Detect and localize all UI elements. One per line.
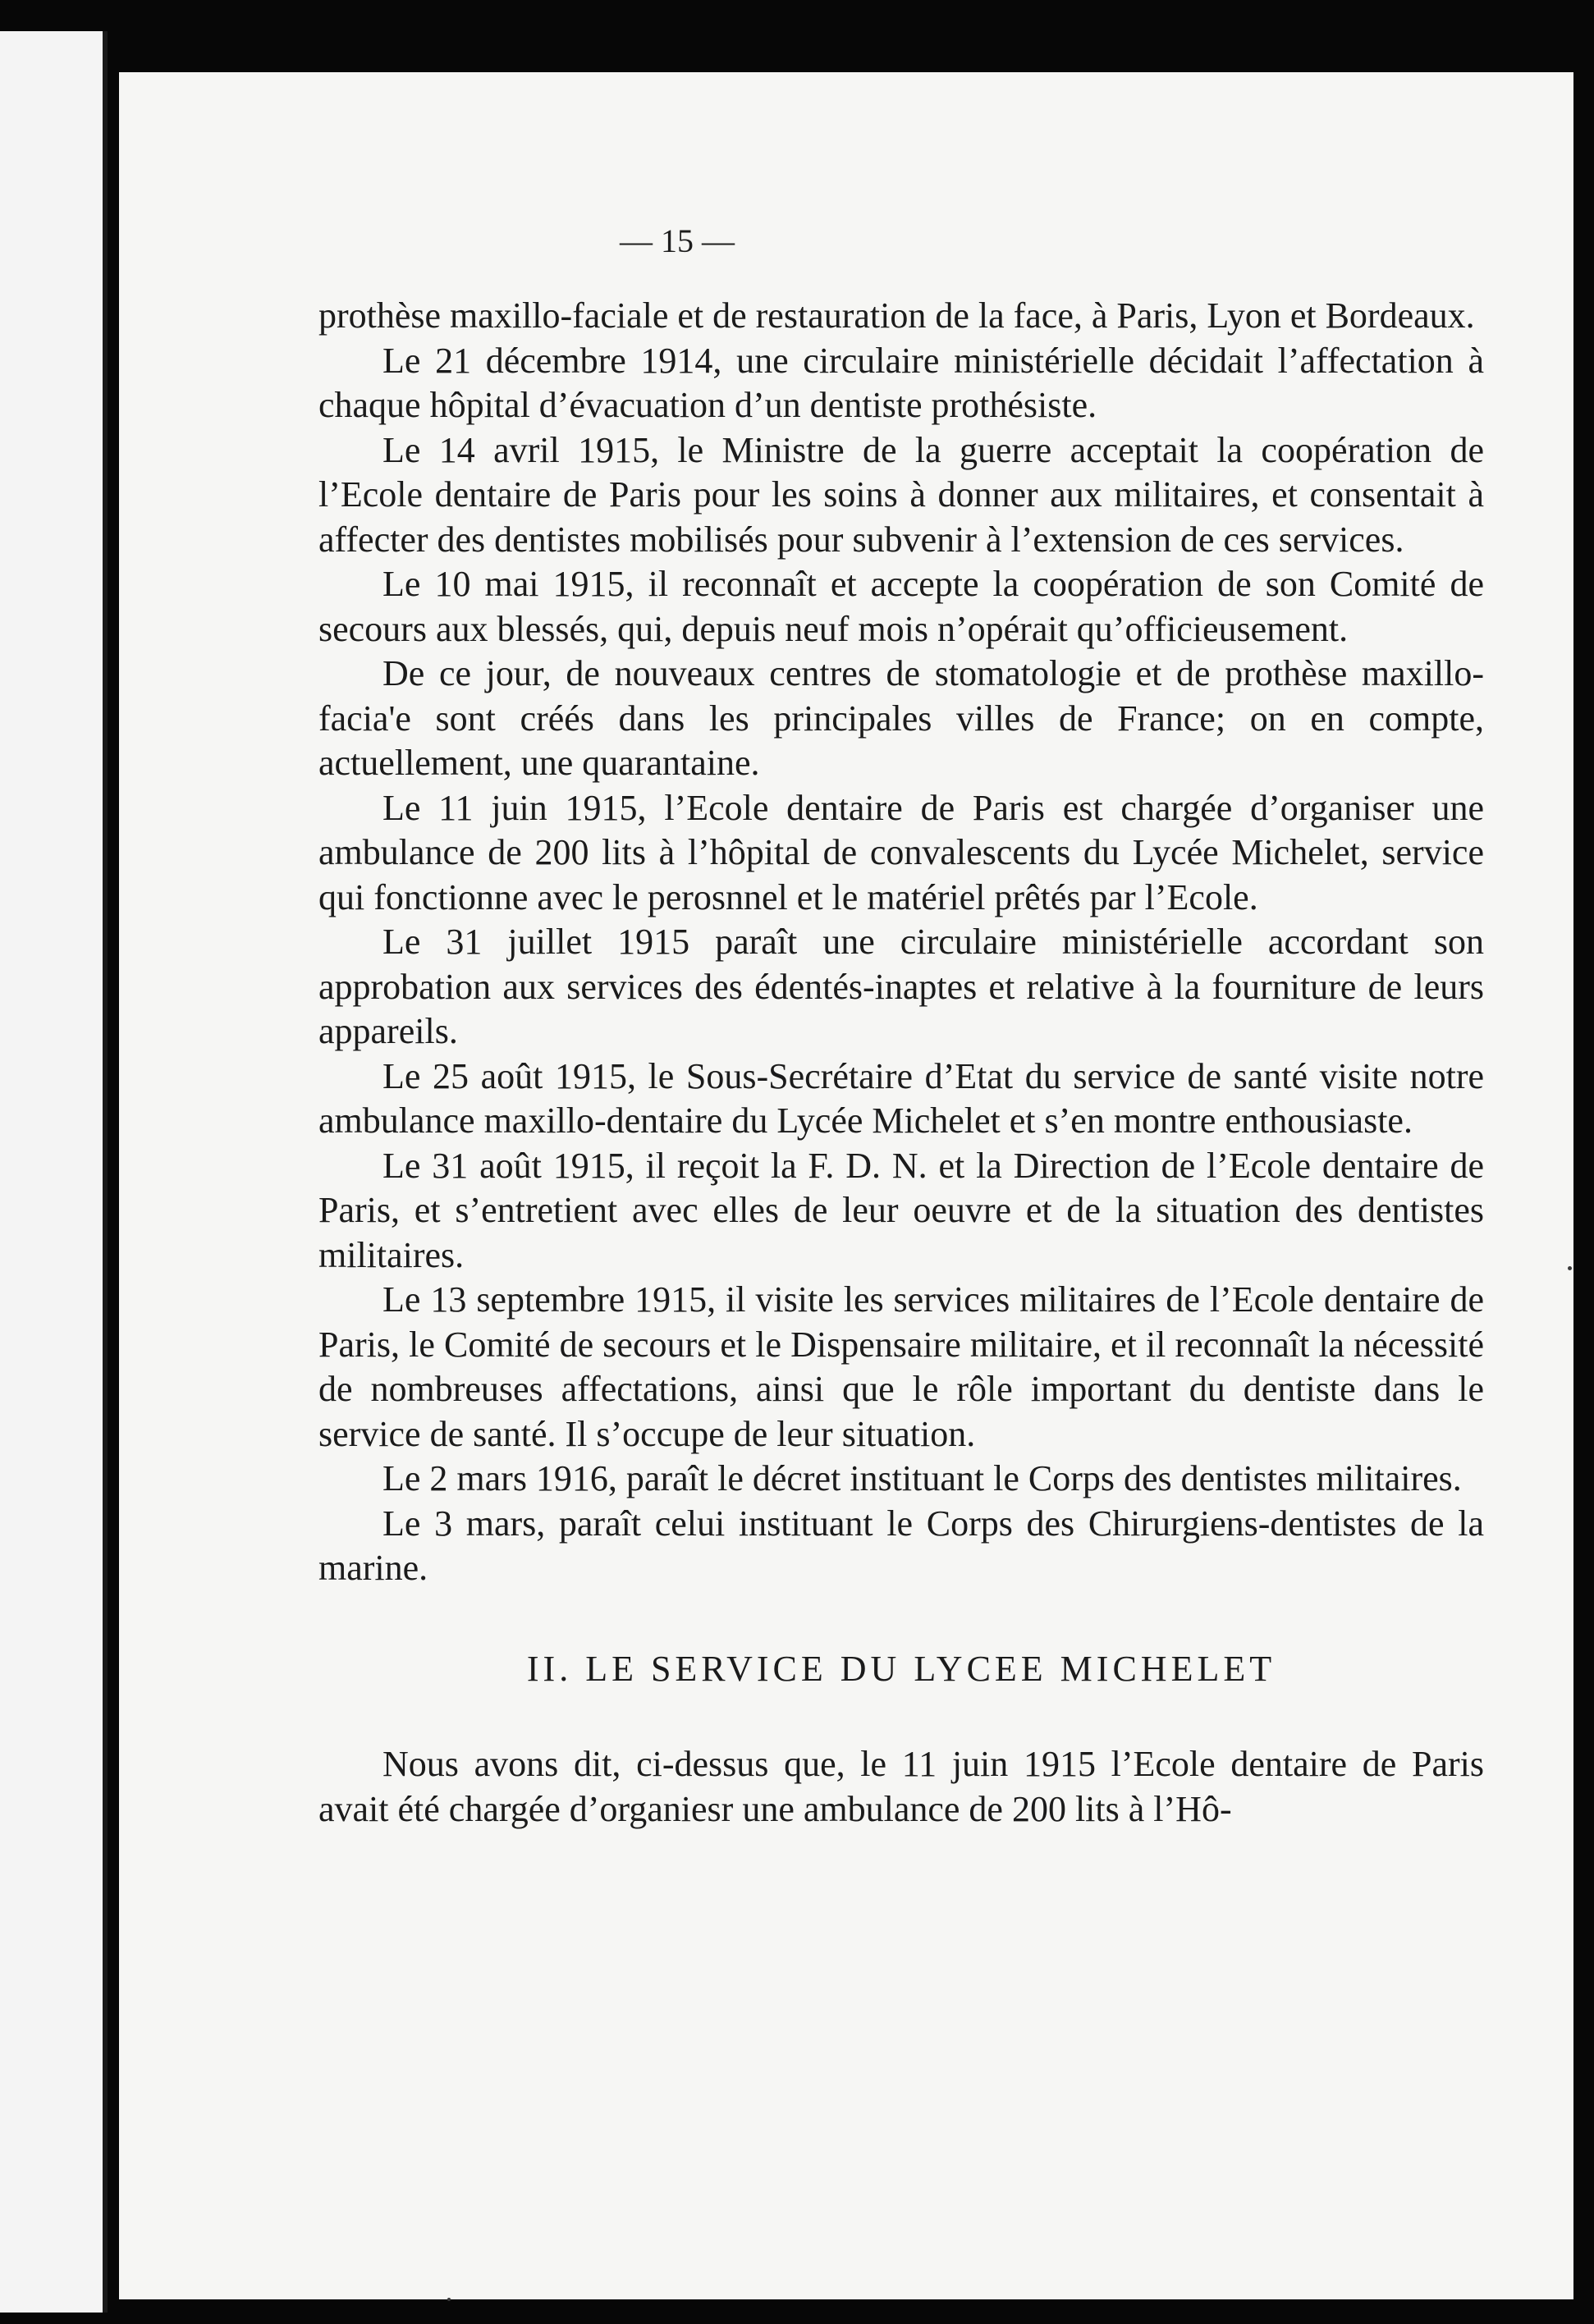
paragraph: Le 21 décembre 1914, une circulaire ministérielle décidait l’affectation à chaque hôpital d’évacuation d’un dentiste prothésiste. — [318, 340, 1484, 425]
paragraph: Le 13 septembre 1915, il visite les services militaires de l’Ecole dentaire de Paris, le Comité de secours et le Dispensaire militaire, et il reconnaît la nécessité de nombreuses affectations, ainsi que le rôle important du dentiste dans le service de santé. Il s’occupe de leur situation. — [318, 1279, 1484, 1454]
paragraph: De ce jour, de nouveaux centres de stomatologie et de prothèse maxillo-facia'e sont créés dans les principales villes de France; on en compte, actuellement, une quarantaine. — [318, 653, 1484, 783]
paragraph: Le 14 avril 1915, le Ministre de la guerre acceptait la coopération de l’Ecole dentaire de Paris pour les soins à donner aux militaires, et consentait à affecter des dentistes mobilisés pour subvenir à l’extension de ces services. — [318, 429, 1484, 560]
section-heading: II. LE SERVICE DU LYCEE MICHELET — [526, 1648, 1276, 1689]
paragraph: Le 11 juin 1915, l’Ecole dentaire de Paris est chargée d’organiser une ambulance de 200 lits à l’hôpital de convalescents du Lycée Michelet, service qui fonctionne avec le perosnnel et le matériel prêtés par l’Ecole. — [318, 787, 1484, 917]
page-number: — 15 — — [620, 222, 735, 259]
scan-speck — [1568, 1266, 1572, 1270]
paragraph: Le 31 août 1915, il reçoit la F. D. N. et la Direction de l’Ecole dentaire de Paris, et s’entretient avec elles de leur oeuvre et de la situation des dentistes militaires. — [318, 1145, 1484, 1275]
book-page — [119, 72, 1573, 2299]
scan-speck — [447, 2298, 451, 2301]
paragraph: Le 25 août 1915, le Sous-Secrétaire d’Etat du service de santé visite notre ambulance maxillo-dentaire du Lycée Michelet et s’en montre enthousiaste. — [318, 1055, 1484, 1141]
paragraph: Nous avons dit, ci-dessus que, le 11 juin 1915 l’Ecole dentaire de Paris avait été chargée d’organiesr une ambulance de 200 lits à l’Hô- — [318, 1744, 1484, 1829]
paragraph: Le 3 mars, paraît celui instituant le Corps des Chirurgiens-dentistes de la marine. — [318, 1503, 1484, 1588]
paragraph: Le 2 mars 1916, paraît le décret instituant le Corps des dentistes militaires. — [382, 1458, 1462, 1498]
body-text — [318, 294, 1484, 1832]
paragraph: prothèse maxillo-faciale et de restauration de la face, à Paris, Lyon et Bordeaux. — [318, 295, 1475, 336]
paragraph: Le 31 juillet 1915 paraît une circulaire ministérielle accordant son approbation aux services des édentés-inaptes et relative à la fourniture de leurs appareils. — [318, 922, 1484, 1051]
paragraph: Le 10 mai 1915, il reconnaît et accepte la coopération de son Comité de secours aux blessés, qui, depuis neuf mois n’opérait qu’officieusement. — [318, 564, 1484, 649]
facing-page-edge — [0, 31, 108, 2313]
